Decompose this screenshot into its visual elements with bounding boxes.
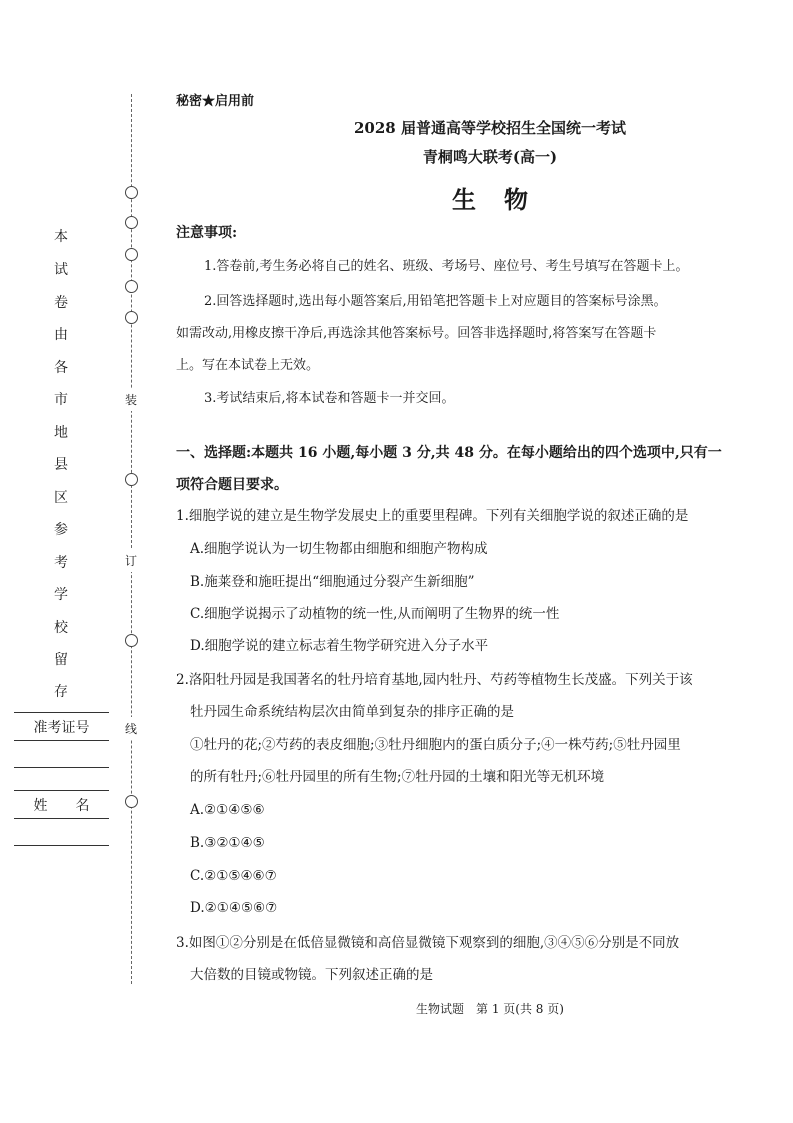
question-1-stem: 1.细胞学说的建立是生物学发展史上的重要里程碑。下列有关细胞学说的叙述正确的是: [176, 508, 689, 524]
exam-title: 2028 届普通高等学校招生全国统一考试: [354, 119, 626, 137]
binding-label-ding: 订: [125, 549, 137, 572]
exam-subtitle: 青桐鸣大联考(高一): [422, 148, 558, 166]
sidebar-char: 区: [54, 490, 68, 506]
question-2-stem: 的所有牡丹;⑥牡丹园里的所有生物;⑦牡丹园的土壤和阳光等无机环境: [190, 769, 605, 785]
question-1-option-a: A.细胞学说认为一切生物都由细胞和细胞产物构成: [190, 541, 488, 557]
section-heading: 一、选择题:本题共 16 小题,每小题 3 分,共 48 分。在每小题给出的四个选项中,只有一 项符合题目要求。: [176, 445, 722, 493]
sidebar-char: 本: [54, 229, 68, 245]
question-3-stem: 大倍数的目镜或物镜。下列叙述正确的是: [190, 967, 433, 983]
question-2-option-b: B.③②①④⑤: [190, 835, 265, 851]
binding-label-xian: 线: [125, 717, 137, 740]
exam-id-mid-rule: [14, 740, 109, 741]
question-1-option-c: C.细胞学说揭示了动植物的统一性,从而阐明了生物界的统一性: [190, 606, 560, 622]
binding-hole: [125, 248, 138, 261]
name-mid-rule: [14, 818, 109, 819]
sidebar-char: 存: [54, 684, 68, 700]
subject-title: 生物: [452, 185, 556, 214]
question-1-option-d: D.细胞学说的建立标志着生物学研究进入分子水平: [190, 638, 489, 654]
sidebar-char: 由: [54, 327, 68, 343]
sidebar-char: 市: [54, 392, 68, 408]
binding-hole: [125, 634, 138, 647]
question-2-stem: 牡丹园生命系统结构层次由简单到复杂的排序正确的是: [190, 704, 514, 720]
question-2-stem: 2.洛阳牡丹园是我国著名的牡丹培育基地,园内牡丹、芍药等植物生长茂盛。下列关于该: [176, 672, 693, 688]
notice-item: 如需改动,用橡皮擦干净后,再选涂其他答案标号。回答非选择题时,将答案写在答题卡: [176, 326, 657, 341]
sidebar-char: 考: [54, 555, 68, 571]
sidebar-char: 试: [54, 262, 68, 278]
exam-id-label: 准考证号: [33, 720, 90, 736]
sidebar-char: 县: [54, 457, 68, 473]
notice-item: 1.答卷前,考生务必将自己的姓名、班级、考场号、座位号、考生号填写在答题卡上。: [204, 259, 689, 274]
question-2-option-a: A.②①④⑤⑥: [190, 802, 265, 818]
binding-hole: [125, 186, 138, 199]
page-footer: 生物试题 第 1 页(共 8 页): [416, 1002, 564, 1016]
sidebar-char: 参: [54, 522, 68, 538]
name-label: 姓 名: [33, 798, 90, 814]
exam-id-field[interactable]: [14, 767, 109, 768]
sidebar-char: 各: [54, 360, 68, 376]
question-3-stem: 3.如图①②分别是在低倍显微镜和高倍显微镜下观察到的细胞,③④⑤⑥分别是不同放: [176, 935, 680, 951]
sidebar-char: 留: [54, 652, 68, 668]
question-2-option-c: C.②①⑤④⑥⑦: [190, 868, 277, 884]
notice-item: 上。写在本试卷上无效。: [176, 358, 320, 373]
confidential-mark: 秘密★启用前: [176, 94, 255, 109]
binding-label-zhuang: 装: [125, 388, 137, 411]
name-field[interactable]: [14, 845, 109, 846]
exam-id-top-rule: [14, 712, 109, 713]
binding-hole: [125, 216, 138, 229]
binding-hole: [125, 473, 138, 486]
notice-heading: 注意事项:: [176, 225, 238, 241]
question-1-option-b: B.施莱登和施旺提出“细胞通过分裂产生新细胞”: [190, 574, 475, 590]
sidebar-char: 校: [54, 620, 68, 636]
binding-hole: [125, 280, 138, 293]
sidebar-char: 地: [54, 425, 68, 441]
question-2-option-d: D.②①④⑤⑥⑦: [190, 900, 278, 916]
notice-item: 2.回答选择题时,选出每小题答案后,用铅笔把答题卡上对应题目的答案标号涂黑。: [204, 294, 667, 309]
notice-item: 3.考试结束后,将本试卷和答题卡一并交回。: [204, 391, 455, 406]
binding-hole: [125, 311, 138, 324]
name-top-rule: [14, 790, 109, 791]
sidebar-char: 卷: [54, 295, 68, 311]
sidebar-char: 学: [54, 587, 68, 603]
question-2-stem: ①牡丹的花;②芍药的表皮细胞;③牡丹细胞内的蛋白质分子;④一株芍药;⑤牡丹园里: [190, 737, 681, 753]
binding-hole: [125, 795, 138, 808]
